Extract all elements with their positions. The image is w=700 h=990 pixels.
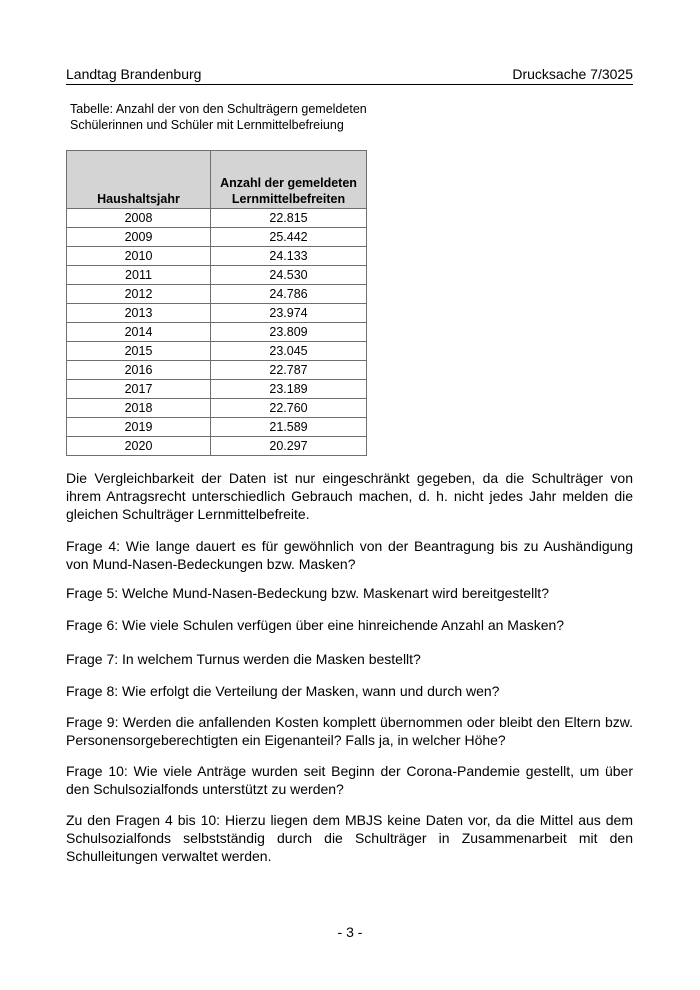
count-cell: 24.530 <box>211 266 367 285</box>
year-cell: 2019 <box>67 418 211 437</box>
year-cell: 2015 <box>67 342 211 361</box>
year-cell: 2018 <box>67 399 211 418</box>
year-cell: 2011 <box>67 266 211 285</box>
caption-line: Tabelle: Anzahl der von den Schulträgern gemeldeten <box>70 102 367 116</box>
count-cell: 23.974 <box>211 304 367 323</box>
table-row <box>67 228 367 247</box>
table-row <box>67 247 367 266</box>
table-row <box>67 418 367 437</box>
count-cell: 23.045 <box>211 342 367 361</box>
count-cell: 22.815 <box>211 209 367 228</box>
table-row <box>67 361 367 380</box>
year-cell: 2016 <box>67 361 211 380</box>
column-header-year: Haushaltsjahr <box>67 151 211 209</box>
caption-line: Schülerinnen und Schüler mit Lernmittelbefreiung <box>70 118 344 132</box>
comparability-paragraph: Die Vergleichbarkeit der Daten ist nur eingeschränkt gegeben, da die Schulträger von ihrem Antragsrecht unterschiedlich Gebrauch machen, d. h. nicht jedes Jahr melden die gleichen Schulträger Lernmittelbefreite. <box>66 470 633 522</box>
count-cell: 20.297 <box>211 437 367 456</box>
year-cell: 2013 <box>67 304 211 323</box>
question-4: Frage 4: Wie lange dauert es für gewöhnlich von der Beantragung bis zu Aushändigung von Mund-Nasen-Bedeckungen bzw. Masken? <box>66 538 633 572</box>
count-cell: 21.589 <box>211 418 367 437</box>
table-caption <box>70 101 410 133</box>
column-header-count: Anzahl der gemeldeten Lernmittelbefreiten <box>211 151 367 209</box>
question-10: Frage 10: Wie viele Anträge wurden seit Beginn der Corona-Pandemie gestellt, um über den Schulsozialfonds unterstützt zu werden? <box>66 763 633 797</box>
table-row <box>67 437 367 456</box>
count-cell: 24.786 <box>211 285 367 304</box>
header-left: Landtag Brandenburg <box>66 66 202 82</box>
table-header-row <box>67 151 367 209</box>
table-row <box>67 342 367 361</box>
page-number: - 3 - <box>337 924 363 940</box>
question-7: Frage 7: In welchem Turnus werden die Masken bestellt? <box>66 651 421 667</box>
answer-paragraph: Zu den Fragen 4 bis 10: Hierzu liegen dem MBJS keine Daten vor, da die Mittel aus dem Schulsozialfonds selbstständig durch die Schulträger in Zusammenarbeit mit den Schulleitungen verwaltet werden. <box>66 812 633 864</box>
year-cell: 2014 <box>67 323 211 342</box>
year-cell: 2017 <box>67 380 211 399</box>
table-row <box>67 285 367 304</box>
year-cell: 2010 <box>67 247 211 266</box>
question-8: Frage 8: Wie erfolgt die Verteilung der Masken, wann und durch wen? <box>66 683 500 699</box>
count-cell: 25.442 <box>211 228 367 247</box>
table-row <box>67 399 367 418</box>
table-row <box>67 209 367 228</box>
question-5: Frage 5: Welche Mund-Nasen-Bedeckung bzw. Maskenart wird bereitgestellt? <box>66 585 549 601</box>
page-header <box>66 66 633 85</box>
count-cell: 23.189 <box>211 380 367 399</box>
count-cell: 22.787 <box>211 361 367 380</box>
header-right: Drucksache 7/3025 <box>512 66 633 82</box>
table-row <box>67 304 367 323</box>
year-cell: 2020 <box>67 437 211 456</box>
count-cell: 23.809 <box>211 323 367 342</box>
question-6: Frage 6: Wie viele Schulen verfügen über eine hinreichende Anzahl an Masken? <box>66 617 565 633</box>
data-table <box>66 150 367 456</box>
table-row <box>67 380 367 399</box>
year-cell: 2009 <box>67 228 211 247</box>
year-cell: 2008 <box>67 209 211 228</box>
count-cell: 24.133 <box>211 247 367 266</box>
count-cell: 22.760 <box>211 399 367 418</box>
table-row <box>67 266 367 285</box>
year-cell: 2012 <box>67 285 211 304</box>
table-row <box>67 323 367 342</box>
question-9: Frage 9: Werden die anfallenden Kosten komplett übernommen oder bleibt den Eltern bzw. Personensorgeberechtigten ein Eigenanteil? Falls ja, in welcher Höhe? <box>66 714 633 748</box>
